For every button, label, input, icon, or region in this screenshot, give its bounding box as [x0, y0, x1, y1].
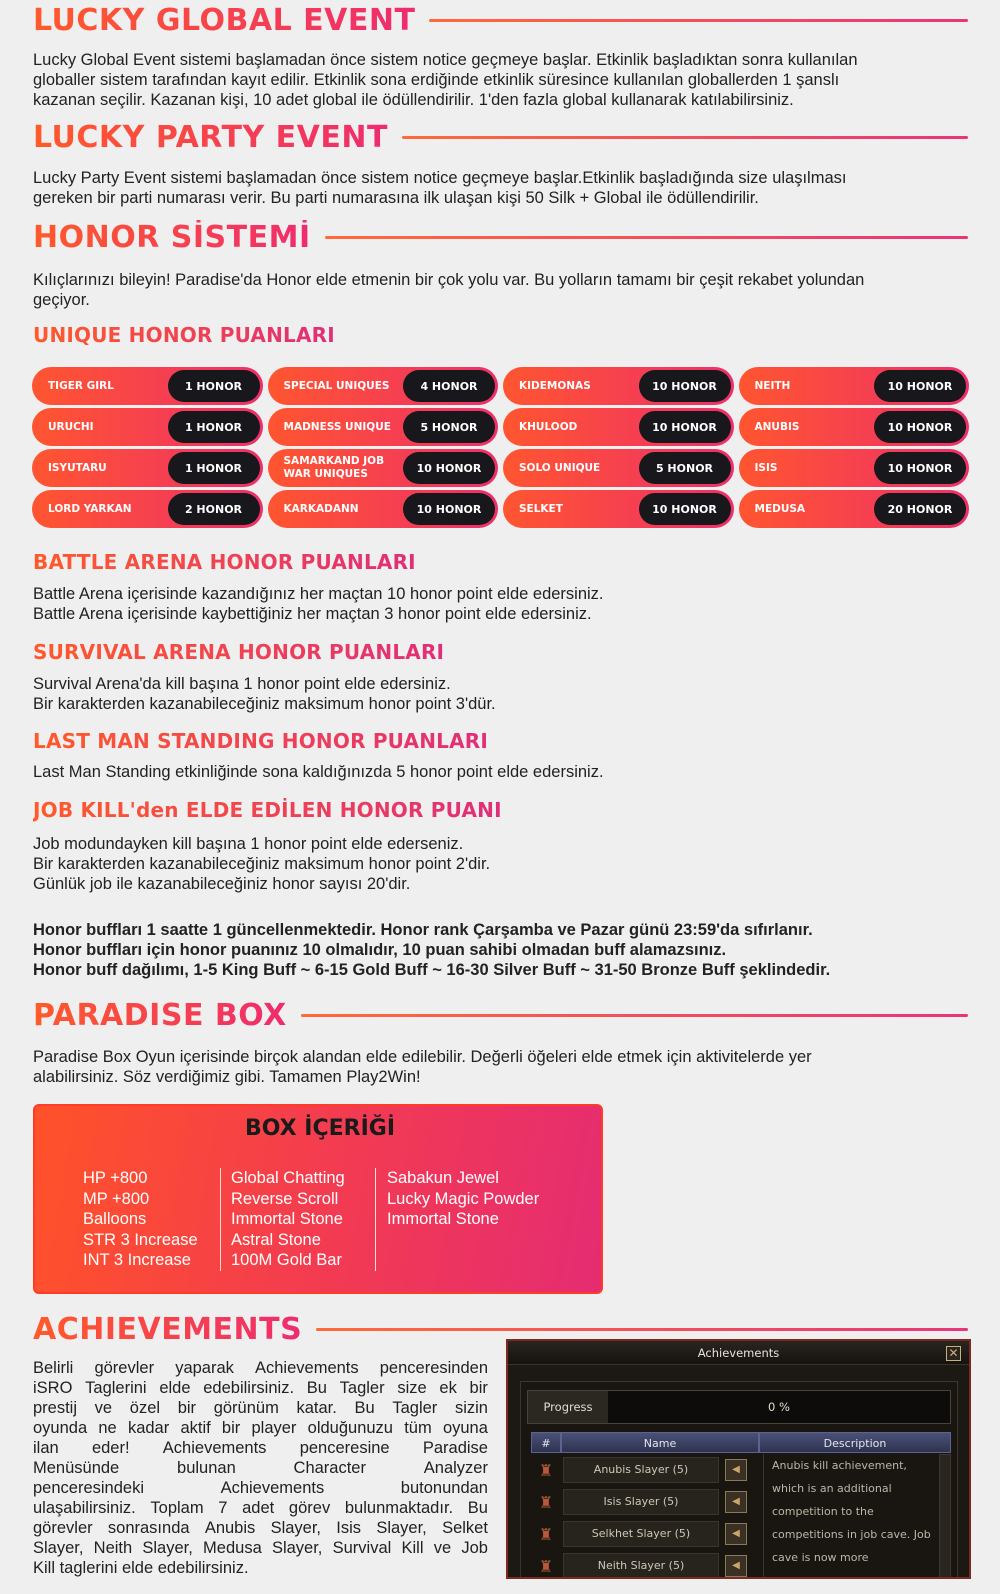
honor-pill: [739, 367, 970, 405]
word: bir: [221, 1419, 241, 1437]
word: bulunan: [177, 1459, 236, 1477]
achievement-row[interactable]: [531, 1454, 759, 1486]
honor-value: 10 HONOR: [874, 411, 966, 443]
column-description: Description: [759, 1432, 951, 1453]
word: ilan: [33, 1439, 59, 1457]
survival-arena-title: SURVIVAL ARENA HONOR PUANLARI: [33, 640, 445, 664]
box-item: 100M Gold Bar: [231, 1251, 342, 1269]
paragraph-line: [33, 1418, 488, 1438]
unique-honor-title: UNIQUE HONOR PUANLARI: [33, 323, 335, 347]
column-divider: [220, 1168, 221, 1271]
word: aktif: [180, 1419, 211, 1437]
play-icon[interactable]: ◀: [725, 1491, 747, 1513]
word: Selket: [442, 1519, 488, 1537]
honor-pill: [32, 490, 263, 528]
word: penceresinden: [379, 1359, 488, 1377]
word: Anubis: [204, 1519, 256, 1537]
word: özel: [129, 1399, 161, 1417]
honor-pill: [739, 408, 970, 446]
word: bir: [469, 1379, 488, 1397]
honor-pill: [32, 367, 263, 405]
honor-value: 1 HONOR: [168, 452, 260, 484]
job-kill-text: [33, 834, 968, 894]
word: sizin: [454, 1399, 488, 1417]
honor-value: 1 HONOR: [168, 370, 260, 402]
word: Character: [293, 1459, 366, 1477]
word: ve: [94, 1399, 113, 1417]
box-contents-title: BOX İÇERİĞİ: [244, 1116, 396, 1141]
section-title: HONOR SİSTEMİ: [33, 220, 311, 255]
progress-label: Progress: [528, 1391, 608, 1423]
achievement-row[interactable]: [531, 1486, 759, 1518]
honor-value: 1 HONOR: [168, 411, 260, 443]
word: oyunda: [33, 1419, 88, 1437]
lucky-party-header: [33, 120, 968, 155]
window-body: [520, 1381, 958, 1579]
word: ve: [433, 1539, 452, 1557]
badge-icon: ♜: [538, 1556, 554, 1576]
play-icon[interactable]: ◀: [725, 1523, 747, 1545]
word: Isis: [336, 1519, 362, 1537]
box-item: Sabakun Jewel: [387, 1169, 499, 1187]
word: Bu: [467, 1499, 488, 1517]
honor-header: [33, 220, 968, 255]
word: Survival: [332, 1539, 392, 1557]
box-item: Global Chatting: [231, 1169, 345, 1187]
section-title: ACHIEVEMENTS: [33, 1312, 303, 1347]
word: Achievements: [255, 1359, 359, 1377]
word: Neith: [93, 1539, 133, 1557]
word: penceresine: [299, 1439, 390, 1457]
unique-name: LORD YARKAN: [48, 502, 132, 515]
paragraph-line: Honor buffları 1 saatte 1 güncellenmektedir. Honor rank Çarşamba ve Pazar günü 23:59'da sıfırlanır.: [33, 921, 813, 939]
word: tüm: [404, 1419, 432, 1437]
unique-name: SAMARKAND JOB WAR UNIQUES: [283, 455, 385, 480]
table-header: [531, 1432, 951, 1453]
title-divider: [316, 1328, 968, 1331]
achievements-window: [506, 1339, 971, 1579]
battle-arena-title: BATTLE ARENA HONOR PUANLARI: [33, 550, 416, 574]
word: katar.: [296, 1399, 337, 1417]
unique-name: MADNESS UNIQUE: [283, 420, 391, 433]
honor-value: 20 HONOR: [874, 493, 966, 525]
box-item: Reverse Scroll: [231, 1189, 339, 1208]
paragraph-line: Honor buffları için honor puanınız 10 olmalıdır, 10 puan sahibi olmadan buff alamazsınız.: [33, 941, 727, 959]
description-line: which is an additional: [772, 1482, 892, 1495]
word: Toplam: [150, 1499, 204, 1517]
word: olduğunuzu: [307, 1419, 393, 1437]
honor-pill: [268, 490, 499, 528]
honor-pill: [739, 490, 970, 528]
word: ulaşabilirsiniz.: [33, 1499, 136, 1517]
word: yaparak: [175, 1359, 234, 1377]
word: bulunmaktadır.: [344, 1499, 454, 1517]
unique-name: KHULOOD: [519, 420, 578, 433]
paragraph-line: Battle Arena içerisinde kaybettiğiniz her maçtan 3 honor point elde edersiniz.: [33, 605, 592, 623]
description-line: competition to the: [772, 1505, 874, 1518]
paradise-box-header: [33, 998, 968, 1033]
word: bir: [177, 1399, 197, 1417]
last-man-title: LAST MAN STANDING HONOR PUANLARI: [33, 729, 488, 753]
honor-value: 10 HONOR: [639, 493, 731, 525]
word: Paradise: [422, 1439, 488, 1457]
box-item: Astral Stone: [231, 1230, 321, 1249]
paragraph-line: Bir karakterden kazanabileceğiniz maksimum honor point 2'dir.: [33, 855, 491, 873]
survival-arena-text: [33, 674, 968, 714]
unique-name: MEDUSA: [754, 502, 806, 515]
title-divider: [301, 1014, 968, 1017]
word: görevler: [33, 1519, 93, 1537]
honor-pill: [32, 408, 263, 446]
last-man-text: [33, 762, 968, 782]
achievement-name: Neith Slayer (5): [563, 1553, 719, 1579]
honor-value: 2 HONOR: [168, 493, 260, 525]
paragraph-line: [33, 1458, 488, 1478]
word: Taglerini: [85, 1379, 147, 1397]
honor-text: [33, 270, 968, 310]
achievement-description: [763, 1454, 935, 1579]
word: görünüm: [213, 1399, 279, 1417]
paragraph-line: Survival Arena'da kill başına 1 honor point elde edersiniz.: [33, 675, 451, 693]
unique-name: ISIS: [754, 461, 778, 474]
paragraph-line: Kill taglerini elde edebilirsiniz.: [33, 1559, 249, 1577]
section-title: PARADISE BOX: [33, 998, 287, 1033]
column-number: #: [531, 1432, 561, 1453]
unique-name: SELKET: [519, 502, 563, 515]
title-divider: [429, 19, 968, 22]
paragraph-line: kazanan seçilir. Kazanan kişi, 10 adet global ile ödüllendirilir. 1'den fazla global kullanarak katılabilirsiniz.: [33, 91, 794, 109]
paragraph-line: Kılıçlarınızı bileyin! Paradise'da Honor elde etmenin bir çok yolu var. Bu yolların tamamı bir çeşit rekabet yolundan: [33, 271, 865, 289]
achievement-row[interactable]: [531, 1518, 759, 1550]
box-contents-card: [33, 1104, 603, 1294]
achievement-row[interactable]: [531, 1550, 759, 1579]
honor-value: 10 HONOR: [874, 370, 966, 402]
unique-name: KARKADANN: [283, 502, 359, 515]
honor-pill: [503, 367, 734, 405]
badge-icon: ♜: [538, 1524, 554, 1544]
paragraph-line: gereken bir parti numarası verir. Bu parti numarasına ilk ulaşan kişi 50 Silk + Global ile ödüllendirilir.: [33, 189, 759, 207]
paragraph-line: [33, 1518, 488, 1538]
unique-name: SOLO UNIQUE: [519, 461, 601, 474]
word: Analyzer: [423, 1459, 488, 1477]
word: player: [251, 1419, 297, 1437]
paragraph-line: Job modundayken kill başına 1 honor point elde ederseniz.: [33, 835, 464, 853]
word: sonrasında: [107, 1519, 190, 1537]
word: eder!: [91, 1439, 130, 1457]
description-line: Anubis kill achievement,: [772, 1459, 907, 1472]
window-title: Achievements: [508, 1341, 969, 1365]
play-icon[interactable]: ◀: [725, 1555, 747, 1577]
honor-pill: [739, 449, 970, 487]
section-title: LUCKY GLOBAL EVENT: [33, 3, 416, 38]
paragraph-line: Lucky Global Event sistemi başlamadan önce sistem notice geçmeye başlar. Etkinlik başladıktan sonra kullanılan: [33, 51, 858, 69]
honor-buff-text: [33, 920, 968, 980]
honor-value: 10 HONOR: [403, 452, 495, 484]
unique-name: SPECIAL UNIQUES: [283, 379, 390, 392]
word: ek: [439, 1379, 457, 1397]
box-item: INT 3 Increase: [83, 1251, 191, 1269]
paragraph-line: Bir karakterden kazanabileceğiniz maksimum honor point 3'dür.: [33, 695, 496, 713]
honor-value: 10 HONOR: [639, 370, 731, 402]
word: Achievements: [162, 1439, 267, 1457]
box-item: Lucky Magic Powder: [387, 1189, 540, 1208]
word: adet: [242, 1499, 275, 1517]
unique-name: NEITH: [754, 379, 791, 392]
honor-pill: [32, 449, 263, 487]
unique-name: TIGER GIRL: [48, 379, 114, 392]
box-contents-column-1: [83, 1168, 198, 1271]
word: Belirli: [33, 1359, 74, 1377]
column-divider: [375, 1168, 376, 1271]
progress-bar: [527, 1390, 951, 1424]
word: Achievements: [220, 1479, 325, 1497]
word: penceresindeki: [33, 1479, 144, 1497]
word: Kill: [401, 1539, 424, 1557]
word: Slayer,: [270, 1519, 322, 1537]
word: Job: [461, 1539, 488, 1557]
unique-name: ANUBIS: [754, 420, 800, 433]
paragraph-line: Honor buff dağılımı, 1-5 King Buff ~ 6-15 Gold Buff ~ 16-30 Silver Buff ~ 31-50 Bronze Buff şeklindedir.: [33, 961, 831, 979]
box-item: HP +800: [83, 1169, 148, 1187]
word: görev: [288, 1499, 331, 1517]
honor-pill: [503, 449, 734, 487]
paradise-box-text: [33, 1047, 968, 1087]
box-contents-column-2: [231, 1168, 345, 1271]
word: Medusa: [203, 1539, 262, 1557]
word: elde: [159, 1379, 191, 1397]
unique-name: ISYUTARU: [48, 461, 107, 474]
title-divider: [325, 236, 968, 239]
achievement-name: Anubis Slayer (5): [563, 1457, 719, 1483]
paragraph-line: alabilirsiniz. Söz verdiğimiz gibi. Tamamen Play2Win!: [33, 1068, 421, 1086]
honor-value: 10 HONOR: [874, 452, 966, 484]
word: Tagler: [392, 1399, 438, 1417]
box-item: Balloons: [83, 1210, 147, 1228]
achievement-list: [531, 1454, 759, 1579]
word: Bu: [306, 1379, 327, 1397]
word: Slayer,: [271, 1539, 323, 1557]
honor-value: 5 HONOR: [403, 411, 495, 443]
box-item: Immortal Stone: [387, 1210, 499, 1228]
honor-pill: [503, 408, 734, 446]
honor-pill: [268, 367, 499, 405]
word: prestij: [33, 1399, 78, 1417]
box-item: MP +800: [83, 1189, 150, 1208]
word: Slayer,: [376, 1519, 427, 1537]
honor-pill: [503, 490, 734, 528]
box-item: STR 3 Increase: [83, 1230, 198, 1249]
word: ne: [98, 1419, 117, 1437]
unique-name: URUCHI: [48, 420, 94, 433]
word: butonundan: [400, 1479, 488, 1497]
word: Slayer,: [142, 1539, 193, 1557]
job-kill-title: JOB KILL'den ELDE EDİLEN HONOR PUANI: [33, 798, 502, 822]
paragraph-line: Last Man Standing etkinliğinde sona kaldığınızda 5 honor point elde edersiniz.: [33, 763, 604, 781]
honor-value: 4 HONOR: [403, 370, 495, 402]
word: Menüsünde: [33, 1459, 120, 1477]
honor-value: 10 HONOR: [639, 411, 731, 443]
section-title: LUCKY PARTY EVENT: [33, 120, 388, 155]
badge-icon: ♜: [538, 1460, 554, 1480]
title-divider: [402, 136, 968, 139]
paragraph-line: globaller sistem tarafından kayıt edilir. Etkinlik sona erdiğinde etkinlik süresince kullanılan globallerden 1 şanslı: [33, 71, 840, 89]
paragraph-line: geçiyor.: [33, 291, 90, 309]
description-line: competitions in job cave. Job: [772, 1528, 931, 1541]
honor-value: 10 HONOR: [403, 493, 495, 525]
word: kadar: [127, 1419, 170, 1437]
paragraph-line: Paradise Box Oyun içerisinde birçok alandan elde edilebilir. Değerli öğeleri elde etmek için aktivitelerde yer: [33, 1048, 812, 1066]
word: edebilirsiniz.: [203, 1379, 295, 1397]
word: iSRO: [33, 1379, 73, 1397]
battle-arena-text: [33, 584, 968, 624]
word: görevler: [94, 1359, 155, 1377]
honor-pill: [268, 449, 499, 487]
paragraph-line: [33, 1358, 488, 1378]
paragraph-line: Lucky Party Event sistemi başlamadan önce sistem notice geçmeye başlar.Etkinlik başladığında size ulaşılması: [33, 169, 847, 187]
paragraph-line: [33, 1498, 488, 1518]
lucky-party-text: [33, 168, 968, 208]
column-name: Name: [561, 1432, 759, 1453]
lucky-global-header: [33, 3, 968, 38]
paragraph-line: [33, 1538, 488, 1558]
close-icon[interactable]: ✕: [946, 1346, 961, 1361]
word: Slayer,: [33, 1539, 84, 1557]
progress-value: 0 %: [768, 1400, 790, 1414]
honor-pill: [268, 408, 499, 446]
unique-honor-grid: [32, 367, 969, 528]
word: oyuna: [442, 1419, 488, 1437]
achievement-name: Isis Slayer (5): [563, 1489, 719, 1515]
box-contents-column-3: [387, 1168, 539, 1230]
paragraph-line: [33, 1438, 488, 1458]
paragraph-line: [33, 1398, 488, 1418]
lucky-global-text: [33, 50, 968, 110]
achievement-name: Selkhet Slayer (5): [563, 1521, 719, 1547]
unique-name: KIDEMONAS: [519, 379, 591, 392]
word: Tagler: [339, 1379, 385, 1397]
badge-icon: ♜: [538, 1492, 554, 1512]
word: size: [397, 1379, 427, 1397]
word: Bu: [354, 1399, 375, 1417]
paragraph-line: [33, 1378, 488, 1398]
box-item: Immortal Stone: [231, 1210, 343, 1228]
word: 7: [218, 1499, 228, 1517]
honor-value: 5 HONOR: [639, 452, 731, 484]
paragraph-line: [33, 1478, 488, 1498]
paragraph-line: Günlük job ile kazanabileceğiniz honor sayısı 20'dir.: [33, 875, 411, 893]
play-icon[interactable]: ◀: [725, 1459, 747, 1481]
description-line: cave is now more: [772, 1551, 869, 1564]
paragraph-line: Battle Arena içerisinde kazandığınız her maçtan 10 honor point elde edersiniz.: [33, 585, 604, 603]
scrollbar[interactable]: [939, 1454, 951, 1579]
achievements-text: [33, 1358, 488, 1578]
